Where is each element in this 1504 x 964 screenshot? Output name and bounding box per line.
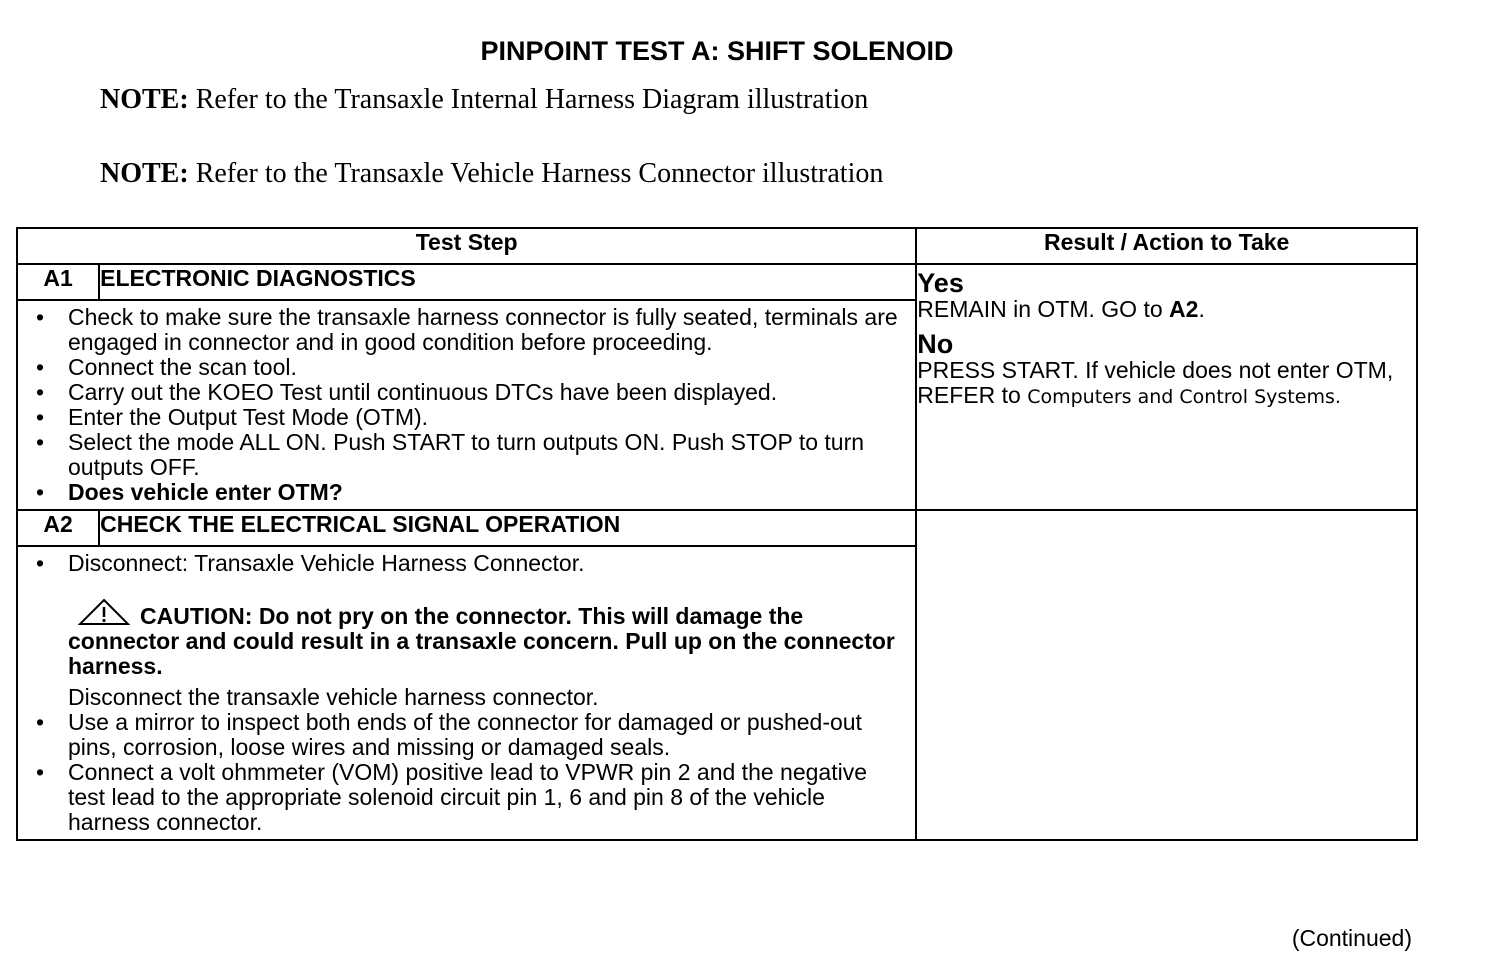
- after-caution-text: Disconnect the transaxle vehicle harness connector.: [68, 684, 599, 710]
- list-item-text: Connect the scan tool.: [68, 354, 297, 380]
- bullet-dot: •: [35, 429, 45, 455]
- bullet-dot: •: [35, 709, 45, 735]
- yes-action: [917, 297, 1416, 322]
- list-item: [18, 551, 905, 710]
- list-item: [18, 430, 905, 480]
- list-item-text: Check to make sure the transaxle harness connector is fully seated, terminals are engaged in connector and in good condition before proceeding.: [68, 304, 898, 355]
- no-action-text: PRESS START. If vehicle does not enter OTM, REFER to: [917, 357, 1394, 408]
- caution-lead: CAUTION: Do not pry on the connector. This will: [140, 603, 669, 629]
- step-a2-body: [17, 546, 916, 840]
- note-label: NOTE:: [100, 158, 189, 189]
- caution-block: [68, 598, 905, 679]
- note-label: NOTE:: [100, 84, 189, 115]
- step-a1-result: [916, 264, 1417, 510]
- list-item: [18, 710, 905, 760]
- list-item-text: Use a mirror to inspect both ends of the connector for damaged or pushed-out pins, corrosion, loose wires and missing or damaged seals.: [68, 709, 862, 760]
- warning-triangle-icon: [78, 598, 130, 626]
- list-item-text: Carry out the KOEO Test until continuous DTCs have been displayed.: [68, 379, 778, 405]
- bullet-list: [18, 547, 915, 839]
- list-item-text: Does vehicle enter OTM?: [68, 479, 343, 505]
- list-item: [18, 405, 905, 430]
- no-action: [917, 358, 1416, 410]
- note-text: Refer to the Transaxle Internal Harness Diagram illustration: [188, 84, 869, 115]
- list-item-text: Enter the Output Test Mode (OTM).: [68, 404, 429, 430]
- bullet-dot: •: [35, 354, 45, 380]
- note-1: [100, 84, 868, 116]
- list-item: [18, 480, 905, 505]
- note-2: [100, 158, 883, 190]
- list-item-text: Connect a volt ohmmeter (VOM) positive lead to VPWR pin 2 and the negative test lead to the appropriate solenoid circuit pin 1, 6 and pin 8 of the vehicle harness connector.: [68, 759, 868, 835]
- no-reference: Computers and Control Systems.: [1027, 386, 1341, 408]
- header-result: Result / Action to Take: [916, 228, 1417, 264]
- step-a1-heading-row: [17, 264, 1417, 300]
- step-id: A1: [17, 264, 99, 300]
- bullet-dot: •: [35, 479, 45, 505]
- list-item: [18, 760, 905, 835]
- pinpoint-test-table: [16, 227, 1418, 841]
- note-text: Refer to the Transaxle Vehicle Harness Connector illustration: [188, 158, 884, 189]
- bullet-dot: •: [35, 759, 45, 785]
- table-header-row: [17, 228, 1417, 264]
- bullet-dot: •: [35, 304, 45, 330]
- step-id: A2: [17, 510, 99, 546]
- list-item-text: Disconnect: Transaxle Vehicle Harness Connector.: [68, 550, 585, 576]
- step-a2-heading-row: [17, 510, 1417, 546]
- step-a1-body: [17, 300, 916, 510]
- no-label: No: [917, 329, 954, 359]
- yes-step-ref: A2: [1169, 296, 1199, 322]
- list-item-text: Select the mode ALL ON. Push START to turn outputs ON. Push STOP to turn outputs OFF.: [68, 429, 865, 480]
- yes-label: Yes: [917, 268, 964, 298]
- step-heading: CHECK THE ELECTRICAL SIGNAL OPERATION: [99, 510, 916, 546]
- list-item: [18, 380, 905, 405]
- bullet-dot: •: [35, 379, 45, 405]
- bullet-list: [18, 301, 915, 509]
- list-item: [18, 305, 905, 355]
- step-heading: ELECTRONIC DIAGNOSTICS: [99, 264, 916, 300]
- page-title: PINPOINT TEST A: SHIFT SOLENOID: [480, 36, 954, 66]
- list-item: [18, 355, 905, 380]
- continued-label: (Continued): [1291, 925, 1412, 951]
- bullet-dot: •: [35, 550, 45, 576]
- header-test-step: Test Step: [17, 228, 916, 264]
- yes-action-text: REMAIN in OTM. GO to: [917, 296, 1170, 322]
- caution-text: damage the connector and could result in a transaxle concern. Pull up on the connector harness.: [68, 603, 895, 679]
- step-a2-result: [916, 510, 1417, 840]
- bullet-dot: •: [35, 404, 45, 430]
- yes-action-end: .: [1198, 296, 1205, 322]
